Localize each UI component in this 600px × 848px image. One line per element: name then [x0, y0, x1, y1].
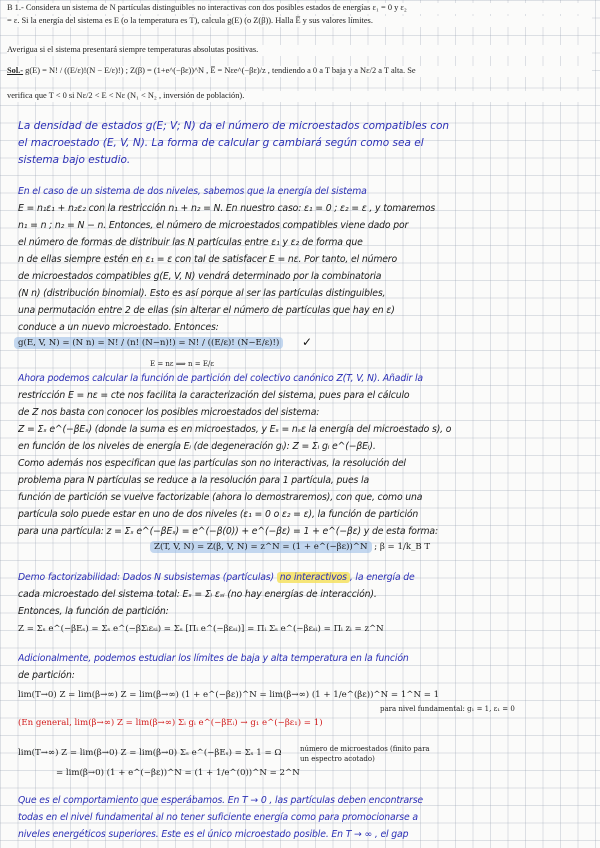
general-limit-red: (En general, lim(β→∞) Z = lim(β→∞) Σᵢ gᵢ e^(−βEᵢ) → g₁ e^(−βε₁) = 1) [18, 718, 323, 728]
problem-line-5: verifica que T < 0 si Nε/2 < E < Nε (N₁ < N₂ , inversión de población). [7, 91, 592, 102]
note-p3-line-2: restricción E = nε = cte nos facilita la caracterización del sistema, pues para el cálculo [18, 390, 410, 401]
note-p5-line-1: Adicionalmente, podemos estudiar los límites de baja y alta temperatura en la función [18, 653, 409, 664]
note-p2-line-5: n de ellas siempre estén en ε₁ = ε con tal de satisfacer E = nε. Por tanto, el número [18, 254, 398, 265]
solution-line [7, 66, 592, 77]
note-p6-line-3: niveles energéticos superiores. Este es el único microestado posible. En T → ∞ , el gap [18, 829, 409, 840]
check-mark-icon: ✓ [302, 335, 313, 349]
note-p2-line-3: n₁ = n ; n₂ = N − n. Entonces, el número de microestados compatibles viene dado por [18, 220, 409, 231]
partition-function-formula: Z(T, V, N) = Z(β, V, N) = z^N = (1 + e^(−βε))^N ; β = 1/k_B T [150, 541, 430, 553]
note-p2-line-7: (N n) (distribución binomial). Esto es así porque al ser las partículas distinguibles, [18, 288, 386, 299]
note-p2-line-4: el número de formas de distribuir las N partículas entre ε₁ y ε₂ de forma que [18, 237, 363, 248]
note-p3-line-9: partícula solo puede estar en uno de dos niveles (ε₁ = 0 o ε₂ = ε), la función de partición [18, 509, 419, 520]
note-p4-line-1: Demo factorizabilidad: Dados N subsistemas (partículas) no interactivos , la energía de [18, 572, 415, 583]
density-of-states-formula: g(E, V, N) = (N n) = N! / (n! (N−n)!) = N! / ((E/ε)! (N−E/ε)!) [14, 337, 283, 349]
low-temperature-limit: lim(T→0) Z = lim(β→∞) Z = lim(β→∞) (1 + e^(−βε))^N = lim(β→∞) (1 + 1/e^(βε))^N = 1^N = 1 [18, 690, 440, 700]
density-note: E = nε ⟹ n = E/ε [150, 360, 214, 368]
note-p4-line-2: cada microestado del sistema total: Eₛ = Σᵢ εₛᵢ (no hay energías de interacción). [18, 589, 377, 600]
note-p3-line-4: Z = Σₛ e^(−βEₛ) (donde la suma es en microestados, y Eₛ = nₛε la energía del microestado s), o [18, 424, 452, 435]
high-temperature-note-1: número de microestados (finito para [300, 745, 430, 753]
highlight-no-interactivos: no interactivos [277, 572, 350, 583]
note-p2-line-6: de microestados compatibles g(E, V, N) vendrá determinado por la combinatoria [18, 271, 382, 282]
note-p3-line-1: Ahora podemos calcular la función de partición del colectivo canónico Z(T, V, N). Añadir la [18, 373, 423, 384]
note-p2-line-2: E = n₁ε₁ + n₂ε₂ con la restricción n₁ + n₂ = N. En nuestro caso: ε₁ = 0 ; ε₂ = ε , y tomaremos [18, 203, 436, 214]
note-p3-line-3: de Z nos basta con conocer los posibles microestados del sistema: [18, 407, 320, 418]
problem-line-3: Averigua si el sistema presentará siempre temperaturas absolutas positivas. [7, 45, 592, 56]
note-p3-line-6: Como además nos especifican que las partículas son no interactivas, la resolución del [18, 458, 406, 469]
note-p3-line-8: función de partición se vuelve factorizable (ahora lo demostraremos), con que, como una [18, 492, 423, 503]
note-p2-line-1: En el caso de un sistema de dos niveles, sabemos que la energía del sistema [18, 186, 367, 197]
high-temperature-limit-2: = lim(β→0) (1 + e^(−βε))^N = (1 + 1/e^(0))^N = 2^N [56, 768, 300, 778]
note-p6-line-1: Que es el comportamiento que esperábamos. En T → 0 , las partículas deben encontrarse [18, 795, 423, 806]
note-p3-line-7: problema para N partículas se reduce a la resolución para 1 partícula, pues la [18, 475, 370, 486]
solution-label: Sol.- [7, 66, 24, 75]
high-temperature-limit: lim(T→∞) Z = lim(β→0) Z = lim(β→0) Σₛ e^(−βEₛ) = Σₛ 1 = Ω [18, 748, 282, 758]
solution-formula: g(E) = N! / ((E/ε)!(N − E/ε)!) ; Z(β) = (1+e^(−βε))^N , E̅ = Nεe^(−βε)/z , tendiendo a 0 a T baja y a Nε/2 a T alta. Se [25, 66, 416, 75]
note-p1-line-2: el macroestado (E, V, N). La forma de calcular g cambiará según como sea el [18, 137, 424, 149]
note-p4-line-3: Entonces, la función de partición: [18, 606, 169, 617]
problem-line-2: = ε. Si la energía del sistema es E (o la temperatura es T), calcula g(E) (o Z(β)). Halla E̅ y sus valores límites. [7, 16, 592, 27]
note-p2-line-9: conduce a un nuevo microestado. Entonces: [18, 322, 219, 333]
note-p6-line-2: todas en el nivel fundamental al no tener suficiente energía como para promocionarse a [18, 812, 418, 823]
note-p3-line-5: en función de los niveles de energía Eᵢ (de degeneración gᵢ): Z = Σᵢ gᵢ e^(−βEᵢ). [18, 441, 376, 452]
note-p2-line-8: una permutación entre 2 de ellas (sin alterar el número de partículas que hay en ε) [18, 305, 395, 316]
note-p1-line-1: La densidad de estados g(E; V; N) da el número de microestados compatibles con [18, 120, 450, 132]
note-p5-line-2: de partición: [18, 670, 75, 681]
problem-line-1: B 1.- Considera un sistema de N partículas distinguibles no interactivas con dos posibles estados de energías ε₁ = 0 y ε₂ [7, 3, 592, 14]
factorization-formula: Z = Σₛ e^(−βEₛ) = Σₛ e^(−βΣᵢεₛᵢ) = Σₛ [Πᵢ e^(−βεₛᵢ)] = Πᵢ Σₛ e^(−βεₛᵢ) = Πᵢ zᵢ = z^N [18, 624, 384, 634]
low-temperature-note: para nivel fundamental: g₁ = 1, ε₁ = 0 [380, 705, 515, 713]
note-p3-line-10: para una partícula: z = Σₛ e^(−βEₛ) = e^(−β(0)) + e^(−βε) = 1 + e^(−βε) y de esta forma: [18, 526, 438, 537]
high-temperature-note-2: un espectro acotado) [300, 755, 375, 763]
note-p1-line-3: sistema bajo estudio. [18, 154, 131, 166]
